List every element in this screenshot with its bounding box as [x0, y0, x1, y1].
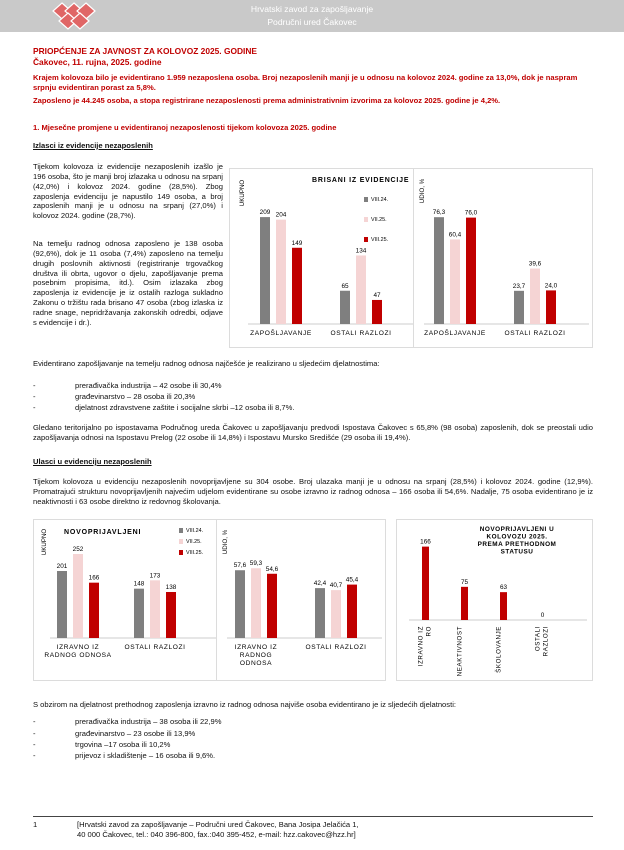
y-axis-label: UKUPNO: [41, 528, 48, 556]
summary-line-1: Krajem kolovoza bilo je evidentirano 1.959 nezaposlena osoba. Broj nezaposlenih manji je u odnosu na kolovoz 2024. godine za 13,0%, dok je naspram srpnju evidentiran porast za 5,8%.: [33, 73, 578, 92]
y-axis-label: UKUPNO: [239, 179, 246, 207]
bar-0-1: [340, 291, 350, 324]
chart-title: STATUSU: [500, 548, 534, 556]
data-label: 209: [259, 209, 271, 217]
data-label: 42,4: [313, 580, 327, 588]
data-label: 40,7: [329, 582, 343, 590]
legend-label: VIII.25.: [186, 550, 204, 556]
bar-0-1: [315, 588, 325, 638]
data-label: 166: [88, 574, 100, 582]
x-tick-label: ODNOSA: [239, 660, 273, 667]
header-org: Hrvatski zavod za zapošljavanje: [250, 4, 374, 14]
bar-0-1: [514, 291, 524, 324]
chart-novoprijavljeni-udio: [216, 519, 386, 681]
data-label: 0: [540, 612, 545, 619]
bar-0-1: [134, 589, 144, 638]
bar-2: [500, 592, 507, 620]
bar-2-1: [372, 300, 382, 324]
legend-swatch: [179, 550, 183, 555]
chart-title: NOVOPRIJAVLJENI: [64, 529, 142, 536]
section-heading-1: 1. Mjesečne promjene u evidentiranoj nezaposlenosti tijekom kolovoza 2025. godine: [33, 123, 337, 132]
bar-0: [422, 547, 429, 620]
bar-1-1: [331, 590, 341, 638]
exits-paragraph-3: Evidentirano zapošljavanje na temelju radnog odnosa najčešće je realizirano u sljedećim djelatnostima:: [33, 359, 380, 368]
bar-1: [461, 587, 468, 620]
chart-brisani-udio: [413, 168, 593, 348]
data-label: 65: [341, 282, 349, 290]
legend-label: VIII.24.: [186, 528, 204, 534]
chart-title: NOVOPRIJAVLJENI U: [479, 526, 555, 533]
data-label: 76,0: [464, 209, 478, 217]
entries-paragraph-2: S obzirom na djelatnost prethodnog zaposlenja izravno iz radnog odnosa najviše osoba evidentirano je iz sljedećih djelatnosti:: [33, 700, 456, 709]
bar-0-0: [235, 570, 245, 638]
x-tick-label: RADNOG: [239, 652, 273, 659]
exits-paragraph-1: Tijekom kolovoza iz evidencije nezaposlenih izašlo je 196 osoba, što je manji broj izlazaka u odnosu na srpanj (42,0%) i kolovoz 2024. godine (28,5%). Zbog zaposlenja evidenciju je napustilo 149 osoba, a broj zaposlenih manji je u odnosu na srpanj (27,0%) i kolovoz 2024. godine (28,7%).: [33, 162, 223, 221]
chart-title: BRISANI IZ EVIDENCIJE: [312, 177, 410, 184]
x-tick-label: RAZLOZI: [542, 626, 550, 657]
page-header: [0, 0, 624, 32]
bar-1-0: [251, 568, 261, 638]
bar-1-0: [450, 239, 460, 324]
x-tick-label: OSTALI RAZLOZI: [305, 644, 367, 651]
chart-title: PREMA PRETHODNOM: [477, 541, 557, 548]
x-tick-label: OSTALI RAZLOZI: [124, 644, 186, 651]
chart-title: KOLOVOZU 2025.: [486, 533, 548, 541]
data-label: 39,6: [528, 260, 542, 268]
bar-1-1: [530, 269, 540, 324]
x-tick-label: ZAPOŠLJAVANJE: [250, 330, 312, 337]
data-label: 57,6: [233, 562, 247, 570]
x-tick-label: OSTALI RAZLOZI: [504, 330, 566, 337]
data-label: 59,3: [249, 560, 263, 568]
data-label: 75: [460, 578, 469, 586]
data-label: 45,4: [345, 576, 359, 584]
entries-heading: Ulasci u evidenciju nezaposlenih: [33, 457, 152, 466]
legend-label: VIII.25.: [371, 237, 389, 243]
bar-1-0: [73, 554, 83, 638]
data-label: 149: [291, 239, 303, 247]
data-label: 24,0: [544, 282, 558, 290]
data-label: 23,7: [512, 282, 526, 290]
bar-2-1: [166, 592, 176, 638]
y-axis-label: UDIO, %: [419, 178, 426, 204]
legend-swatch: [364, 237, 368, 242]
x-tick-label: IZRAVNO IZ: [417, 626, 425, 667]
data-label: 166: [420, 538, 431, 546]
bar-1-0: [276, 220, 286, 324]
data-label: 204: [275, 211, 287, 219]
bar-2-0: [466, 218, 476, 324]
chart-novoprijavljeni-status: [396, 519, 593, 681]
bar-2-1: [546, 290, 556, 324]
data-label: 148: [133, 580, 145, 588]
chart-novoprijavljeni-ukupno: [33, 519, 223, 681]
bar-1-1: [150, 580, 160, 638]
header-office: Područni ured Čakovec: [267, 17, 357, 27]
data-label: 60,4: [448, 231, 462, 239]
legend-label: VII.25.: [371, 217, 387, 223]
x-tick-label: NEAKTIVNOST: [456, 626, 464, 677]
x-tick-label: IZRAVNO IZ: [234, 644, 278, 651]
x-tick-label: IZRAVNO IZ: [56, 644, 100, 651]
data-label: 138: [165, 584, 177, 591]
x-tick-label: ŠKOLOVANJE: [495, 626, 503, 673]
data-label: 47: [373, 291, 381, 299]
legend-swatch: [364, 217, 368, 222]
legend-swatch: [179, 539, 183, 544]
bar-0-0: [434, 217, 444, 324]
page-title: PRIOPĆENJE ZA JAVNOST ZA KOLOVOZ 2025. GODINE: [33, 46, 257, 56]
bar-2-0: [89, 583, 99, 638]
entries-paragraph-1: Tijekom kolovoza u evidenciju nezaposlenih novoprijavljene su 304 osobe. Broj ulazaka manji je u odnosu na srpanj (28,5%) i kolovoz 2024. godine (12,9%). Promatrajući strukturu novoprijavljenih najvećim udjelom evidentirane su osobe izravno iz radnog odnosa – 166 osoba ili 54,6%. Nadalje, 75 osoba evidentirano je iz neaktivnosti i 63 osobe direktno iz redovnog školovanja.: [33, 477, 593, 506]
legend-label: VIII.24.: [371, 197, 389, 203]
bar-0-0: [260, 217, 270, 324]
data-label: 173: [149, 572, 161, 580]
summary-line-2: Zaposleno je 44.245 osoba, a stopa registrirane nezaposlenosti prema administrativnim izvorima za kolovoz 2025. godine je 4,2%.: [33, 96, 501, 105]
data-label: 252: [72, 546, 84, 553]
footer-line-2: 40 000 Čakovec, tel.: 040 396-800, fax.:040 395-452, e-mail: hzz.cakovec@hzz.hr]: [77, 830, 356, 839]
chart-brisani-ukupno: [229, 168, 422, 348]
data-label: 134: [355, 247, 367, 255]
data-label: 201: [56, 563, 68, 570]
footer-line-1: [Hrvatski zavod za zapošljavanje – Područni ured Čakovec, Bana Josipa Jelačića 1,: [77, 820, 359, 829]
page-date: Čakovec, 11. rujna, 2025. godine: [33, 57, 162, 67]
bar-2-0: [292, 248, 302, 324]
legend-swatch: [364, 197, 368, 202]
y-axis-label: UDIO, %: [222, 529, 229, 555]
exits-heading: Izlasci iz evidencije nezaposlenih: [33, 141, 153, 150]
bar-0-0: [57, 571, 67, 638]
page-footer: [33, 816, 593, 839]
data-label: 54,6: [265, 565, 279, 573]
bar-1-1: [356, 255, 366, 324]
x-tick-label: RADNOG ODNOSA: [44, 652, 112, 659]
legend-swatch: [179, 528, 183, 533]
data-label: 76,3: [432, 209, 446, 217]
x-tick-label: RO: [425, 626, 433, 637]
x-tick-label: OSTALI: [534, 626, 542, 652]
bar-2-1: [347, 585, 357, 638]
page-number: 1: [33, 820, 38, 829]
exits-paragraph-2: Na temelju radnog odnosa zaposleno je 138 osoba (92,6%), dok je 11 osoba (7,4%) zaposleno na temelju drugih poslovnih aktivnosti (registriranje trgovačkog društva ili obrta, ugovor o djelu, zapošljavanje prema posebnim propisima, itd.). Osim izlazaka zbog zaposlenja iz evidencije je iz ostalih razloga sukladno Zakonu o tržištu rada brisano 47 osoba (zbog izlaska iz radne snage, nepridržavanja zakonskih odredbi, odjave s evidencije i dr.).: [33, 239, 223, 327]
x-tick-label: OSTALI RAZLOZI: [330, 330, 392, 337]
legend-label: VII.25.: [186, 539, 202, 545]
data-label: 63: [499, 584, 508, 592]
exits-paragraph-4: Gledano teritorijalno po ispostavama Područnog ureda Čakovec u zapošljavanju predvodi Ispostava Čakovec s 65,8% (98 osoba) zaposlenih, dok se preostali udio zapošljavanja odnosi na Ispostavu Prelog (22 osobe ili 14,8%) i Ispostavu Mursko Središće (29 osoba ili 19,4%).: [33, 423, 593, 442]
bar-2-0: [267, 574, 277, 638]
x-tick-label: ZAPOŠLJAVANJE: [424, 330, 486, 337]
